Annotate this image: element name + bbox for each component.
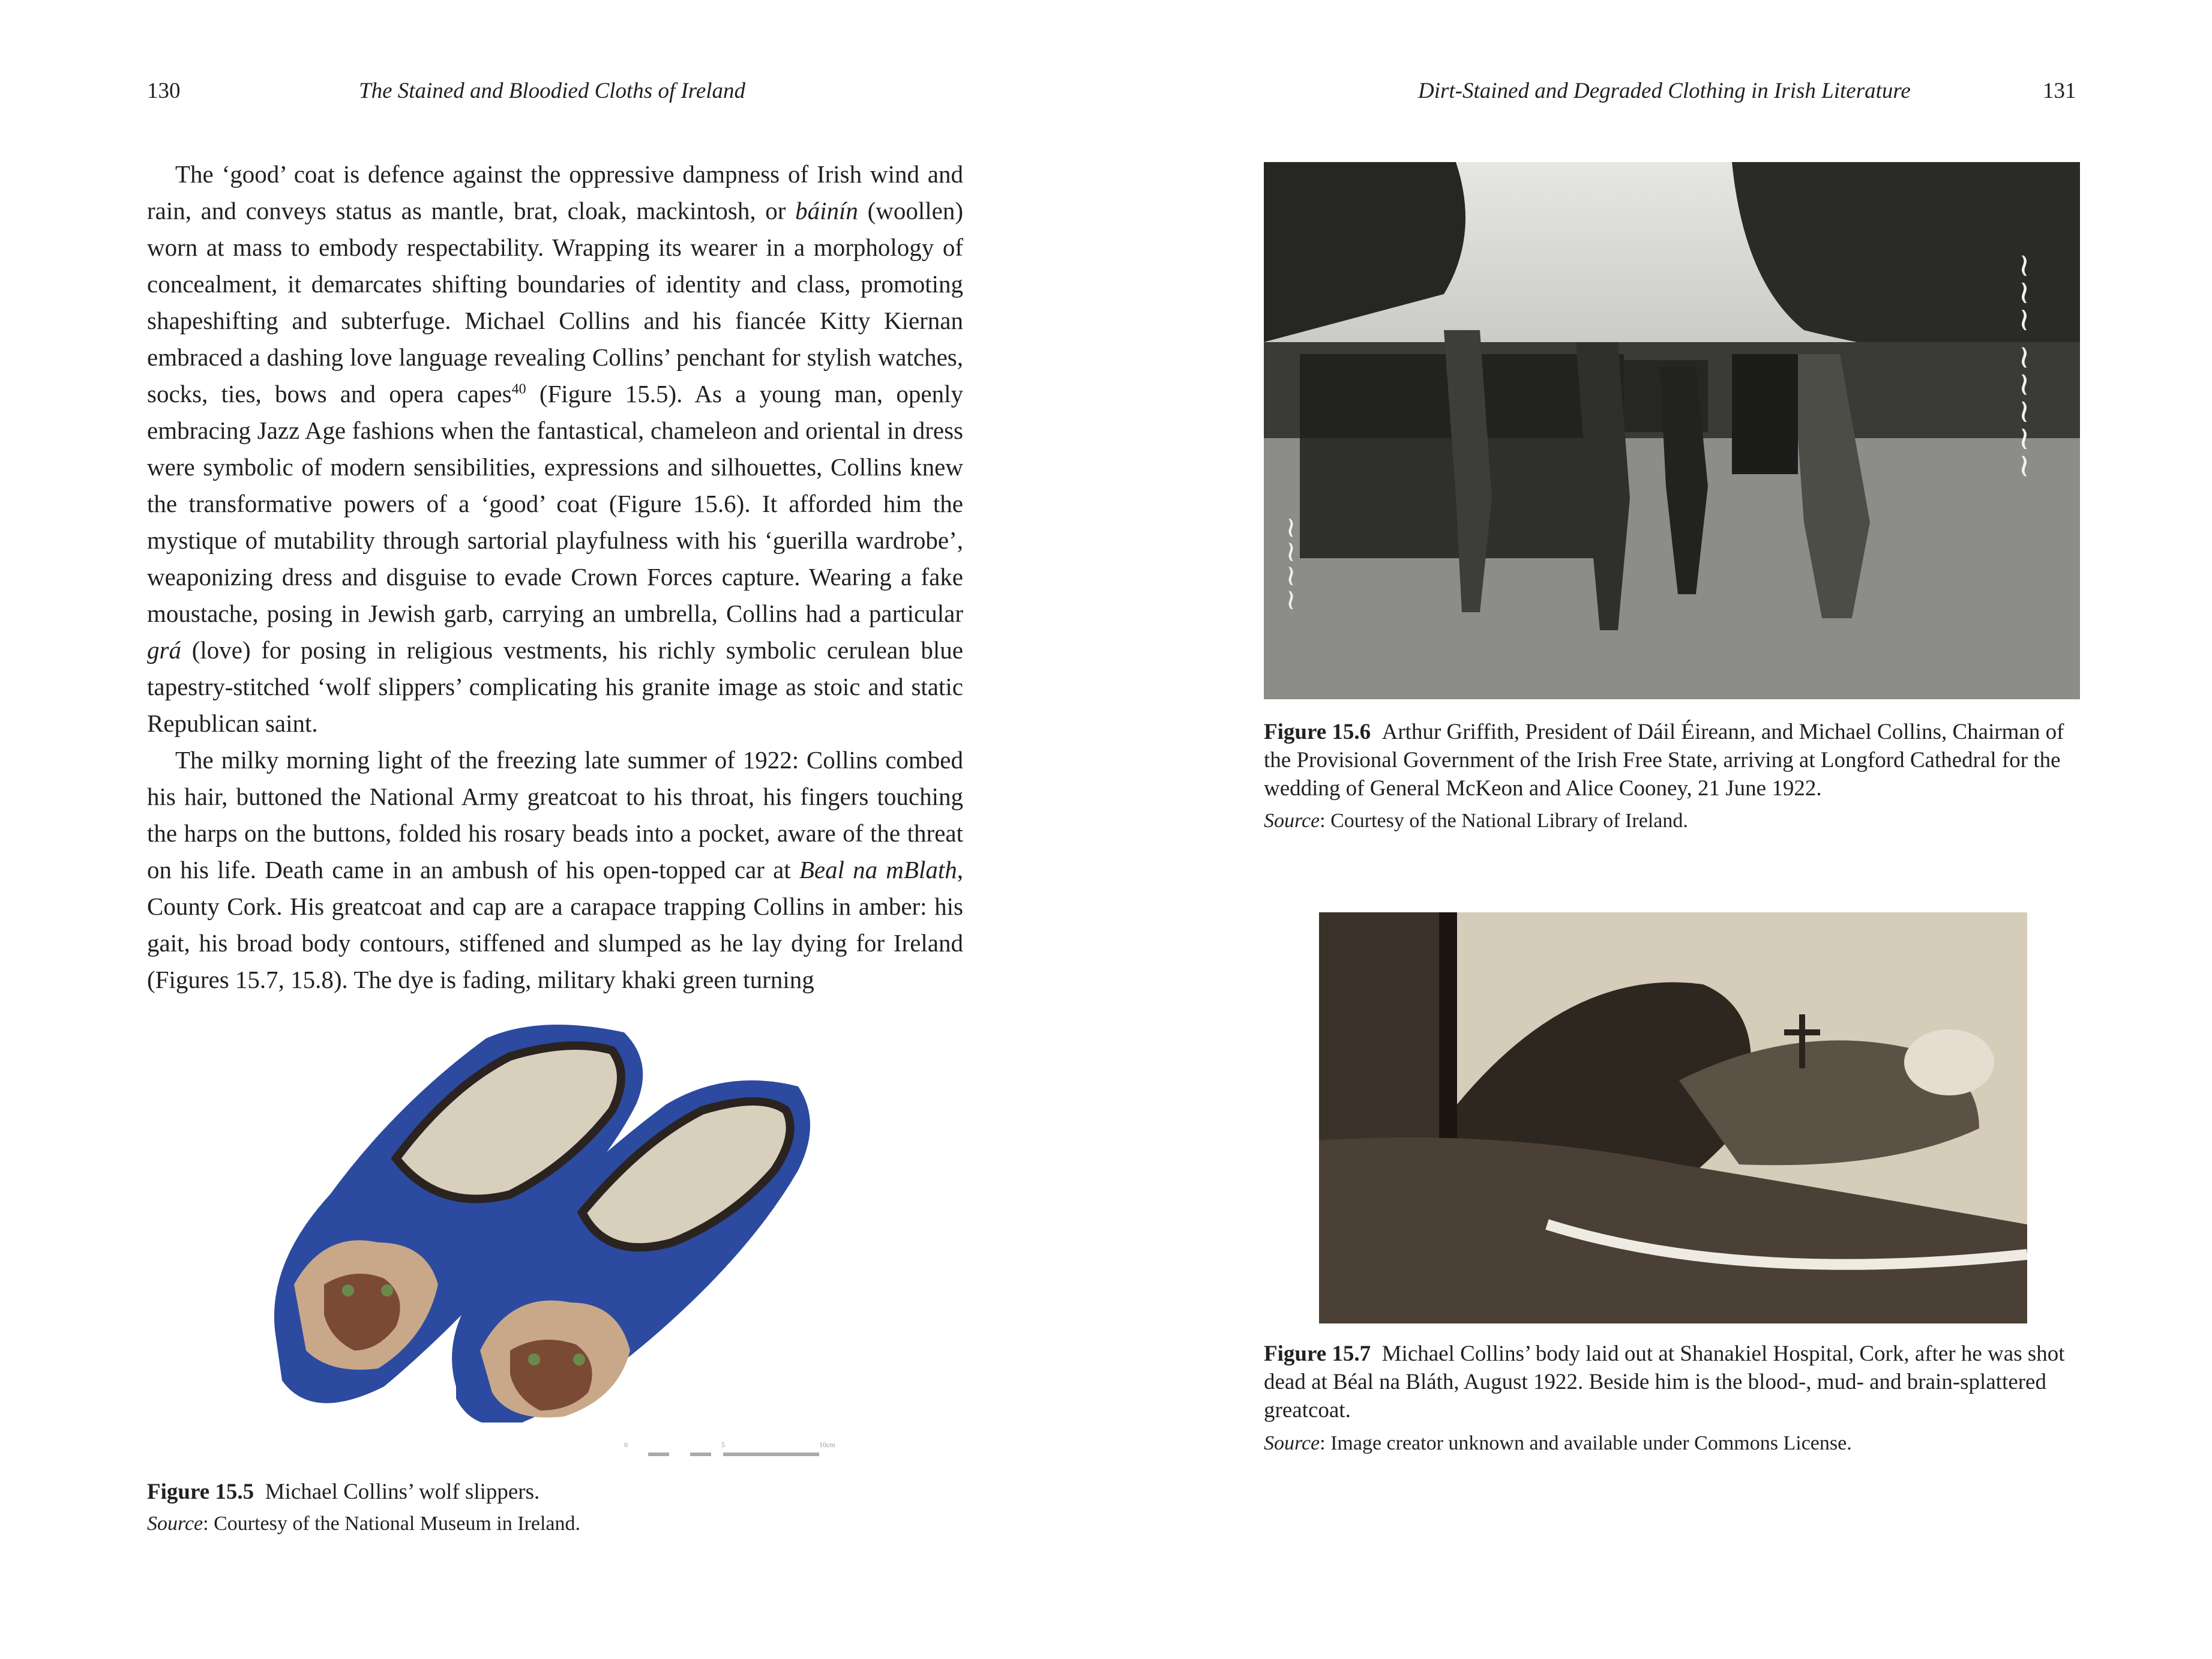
paragraph-1: The ‘good’ coat is defence against the oppressive dampness of Irish wind and rain, and conveys status as mantle, brat, cloak, mackintosh, or báinín (woollen) worn at mass to embody respectability. Wrapping its wearer in a morphology of concealment, it demarcates shifting boundaries of identity and class, promoting shapeshifting and subterfuge. Michael Collins and his fiancée Kitty Kiernan embraced a dashing love language revealing Collins’ penchant for stylish watches, socks, ties, bows and opera capes$^{40}$ (Figure 15.5). As a young man, openly embracing Jazz Age fashions when the fantastical, chameleon and oriental in dress were symbolic of modern sensibilities, expressions and silhouettes, Collins knew the transformative powers of a ‘good’ coat (Figure 15.6). It afforded him the mystique of mutability through sartorial playfulness with his ‘guerilla wardrobe’, weaponizing dress and disguise to evade Crown Forces capture. Wearing a fake moustache, posing in Jewish garb, carrying an umbrella, Collins had a particular grá (love) for posing in religious vestments, his richly symbolic cerulean blue tapestry-stitched ‘wolf slippers’ complicating his granite image as stoic and static Republican saint. xyxy=(147,160,963,737)
scale-bar: 0 5 10cm xyxy=(624,1441,840,1465)
figure-15-7-image xyxy=(1319,912,2027,1323)
figure-15-5-source: Source: Courtesy of the National Museum in Ireland. xyxy=(147,1513,581,1535)
photo-annotation-left: ~~~~ xyxy=(1273,516,1307,612)
running-head-right: Dirt-Stained and Degraded Clothing in Irish Literature xyxy=(1418,79,1911,103)
right-page xyxy=(1106,0,2212,1659)
collins-hospital-photo xyxy=(1319,912,2027,1323)
figure-15-7-caption: Figure 15.7 Michael Collins’ body laid out at Shanakiel Hospital, Cork, after he was shot dead at Béal na Bláth, August 1922. Beside him is the blood-, mud- and brain-splattered greatcoat. xyxy=(1264,1341,2065,1423)
paragraph-2: The milky morning light of the freezing late summer of 1922: Collins combed his hair, buttoned the National Army greatcoat to his throat, his fingers touching the harps on the buttons, folded his rosary beads into a pocket, aware of the threat on his life. Death came in an ambush of his open-topped car at Beal na mBlath, County Cork. His greatcoat and cap are a carapace trapping Collins in amber: his gait, his broad body contours, stiffened and slumped as he lay dying for Ireland (Figures 15.7, 15.8). The dye is fading, military khaki green turning xyxy=(147,746,963,993)
figure-15-7-source: Source: Image creator unknown and available under Commons License. xyxy=(1264,1432,1852,1454)
body-text xyxy=(147,156,963,998)
wolf-slippers-illustration xyxy=(258,1014,894,1423)
figure-15-6-caption: Figure 15.6 Arthur Griffith, President of Dáil Éireann, and Michael Collins, Chairman of the Provisional Government of the Irish Free State, arriving at Longford Cathedral for the wedding of General McKeon and Alice Cooney, 21 June 1922. xyxy=(1264,720,2064,801)
figure-15-6-image xyxy=(1264,162,2080,699)
figure-15-5-image xyxy=(258,1014,894,1423)
griffith-collins-photo xyxy=(1264,162,2080,699)
footnote-ref[interactable]: 40 xyxy=(511,381,526,397)
figure-15-6-source: Source: Courtesy of the National Library of Ireland. xyxy=(1264,810,1688,832)
photo-annotation: ~~~ ~~~~~ xyxy=(2006,252,2044,480)
running-head-left: The Stained and Bloodied Cloths of Ireland xyxy=(359,79,746,103)
page-number-left: 130 xyxy=(147,79,181,103)
figure-15-5-caption: Figure 15.5 Michael Collins’ wolf slippers. xyxy=(147,1480,540,1504)
page-number-right: 131 xyxy=(2043,79,2076,103)
